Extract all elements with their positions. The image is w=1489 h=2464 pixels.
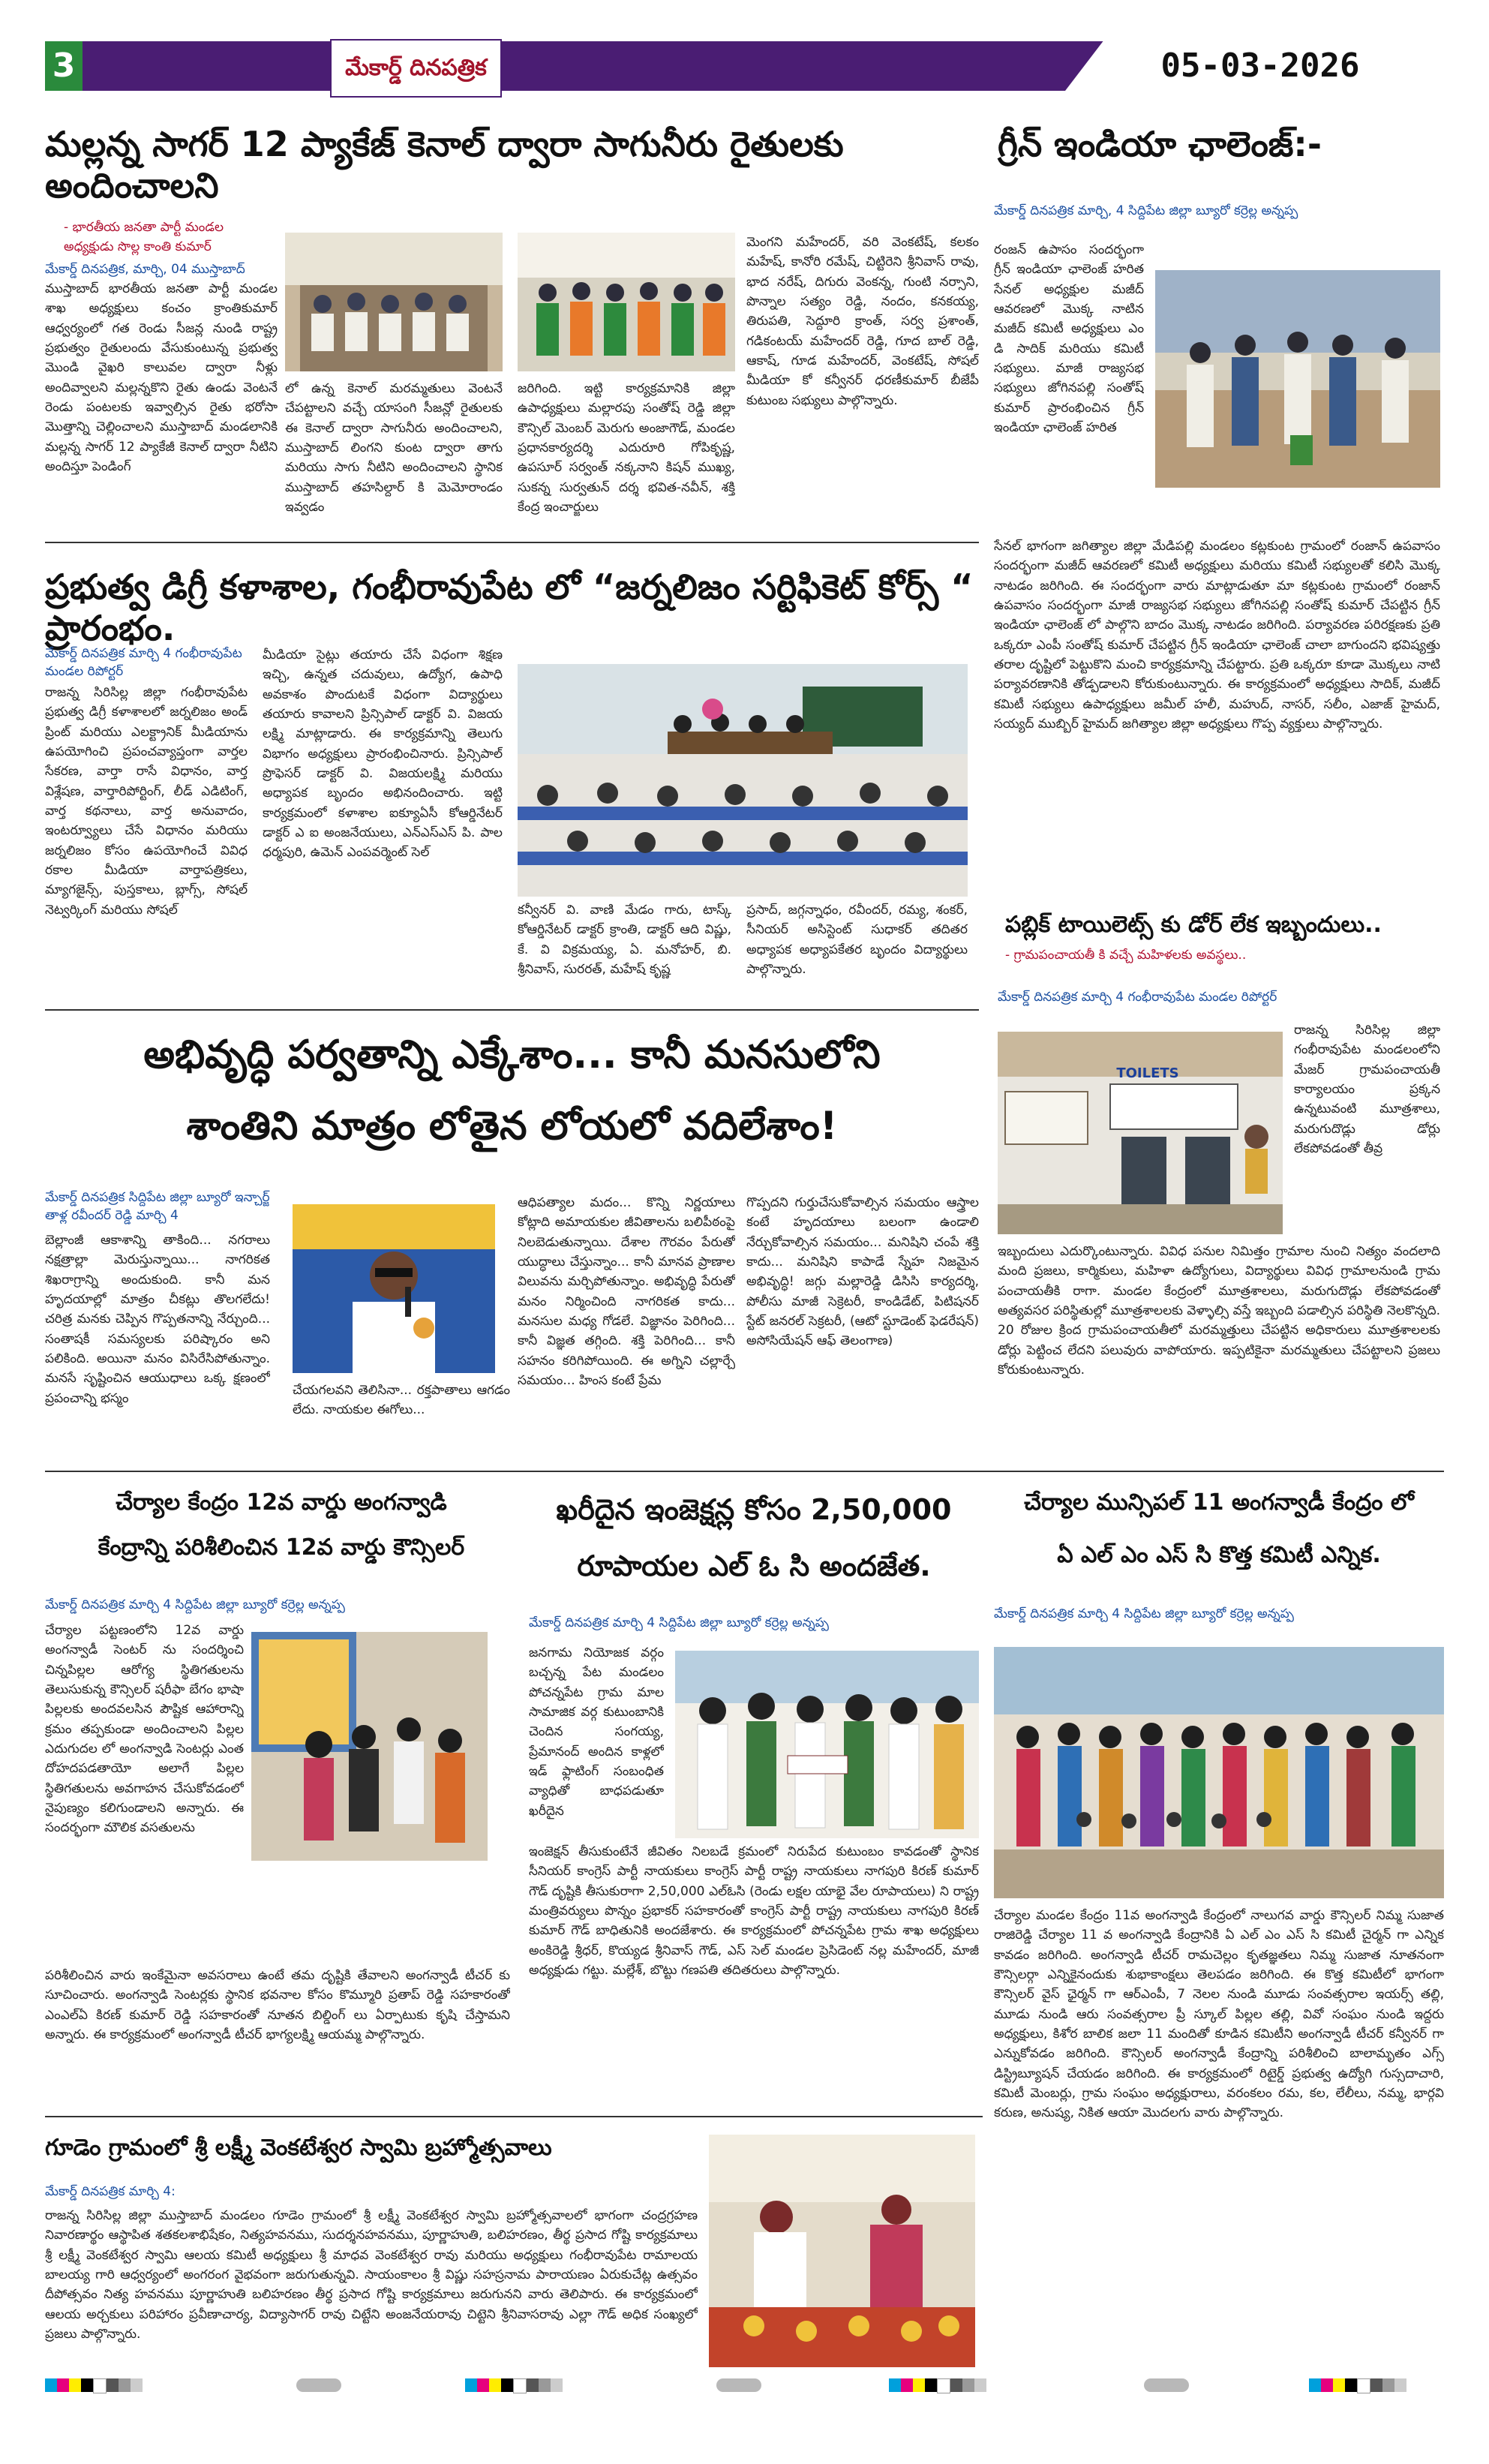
story4-dateline: మేకార్డ్ దినపత్రిక మార్చి 4 గంభీరావుపేట మండల రిపోర్టర్: [998, 990, 1277, 1005]
issue-date: 05-03-2026: [1160, 47, 1360, 85]
swatch: [925, 2378, 937, 2392]
story1-column-3: జరిగింది. ఇట్టి కార్యక్రమానికి జిల్లా ఉపాధ్యక్షులు మల్లారపు సంతోష్ రెడ్డి జిల్లా కౌన్సిల్ మెంబర్ మెరుగు అంజాగౌడ్, మండల ప్రధానకార్యదర్శి ఎదురూరి గోపికృష్ణ, ఉపసూర్ సర్వంత్ నక్కనాని కిషన్ ముఖ్య, సుకన్న సుర్వతున్ దర్శ భవిత-నవీన్, శక్తి కేంద్ర ఇంచార్జులు: [518, 381, 735, 515]
story5-column-1: బెల్లాంజీ ఆకాశాన్ని తాకింది... నగరాలు నక్షత్రాల్లా మెరుస్తున్నాయి... నాగరికత శిఖరాగ్రాన్ని అందుకుంది. కానీ మన హృదయాల్లో మాత్రం చీకట్లు తొలగలేదు! చరిత్ర మనకు చెప్పిన గొప్పతనాన్ని నేర్చుంది... సంతాషకీ సమస్యలకు పరిష్కారం అని పలికింది. అయినా మనం విసిరేసిపోతున్నాం. మనసే సృష్టించిన ఆయుధాలు ఒక్క క్షణంలో ప్రపంచాన్ని భస్మం: [45, 1233, 270, 1406]
story3-dateline: మేకార్డ్ దినపత్రిక మార్చి 4 గంభీరావుపేట మండల రిపోర్టర్: [45, 646, 242, 679]
swatch: [57, 2378, 69, 2392]
story4-headline: పబ్లిక్ టాయిలెట్స్ కు డోర్ లేక ఇబ్బందులు..: [1005, 912, 1382, 938]
story9-body: రాజన్న సిరిసిల్ల జిల్లా ముస్తాబాద్ మండలం గూడెం గ్రామంలో శ్రీ లక్ష్మీ వెంకటేశ్వర స్వామి బ్రహ్మోత్సవాలలో భాగంగా చంద్రగ్రహణ నివారణార్థం ఆస్థాపిత శతకలశాభిషేకం, నిత్యహవనము, సుదర్శనహవనము, పూర్ణాహుతి, బలిహరణం, తీర్థ ప్రసాద గోష్టి కార్యక్రమాలు శ్రీ లక్ష్మీ వెంకటేశ్వర స్వామి ఆలయ కమిటీ అధ్యక్షులు శ్రీ మాధవ వెంకటేశ్వర రావు మరియు అధ్యక్షులు గంభీరావుపేట రామాలయ బాలయ్య గారి ఆధ్వర్యంలో అంగరంగ వైభవంగా జరుగుతున్నవి. సాయంకాలం శ్రీ విష్ణు సహస్రనామ పారాయణం ఏరుకుచేట్ల ఉత్సవం దీపోత్సవం నిత్య హవనము పూర్ణాహుతి బలిహరణం తీర్థ ప్రసాద గోష్టి కార్యక్రమాలు జరుగునని వారు తెలిపారు. ఈ కార్యక్రమంలో ఆలయ అర్చకులు పరిహారం ప్రవీణాచార్య, విద్యాసాగర్ రావు చిట్టేని అంజనేయరావు చిట్టెని శ్రీనివాసరావు ఎల్లా గౌడ్ అధిక సంఖ్యలో ప్రజలు పాల్గొన్నారు.: [45, 2208, 698, 2342]
swatch: [477, 2378, 489, 2392]
masthead-logo: మేకార్డ్ దినపత్రిక: [330, 39, 502, 98]
swatch: [1321, 2378, 1333, 2392]
swatch: [913, 2378, 925, 2392]
story1-column-2: లో ఉన్న కెనాల్ మరమ్మతులు వెంటనే చేపట్టాలని వచ్చే యాసంగి సీజన్లో రైతులకు ఈ కెనాల్ ద్వారా సాగునీరు అందించాలని, ముస్తాబాద్ లింగని కుంట ద్వారా తాగు మరియు సాగు నీటిని అందించాలని స్థానిక ముస్తాబాద్ తహసిల్దార్ కి మెమోరాండం ఇవ్వడం: [285, 381, 503, 515]
swatch: [1345, 2378, 1357, 2392]
story6-headline-line-1: చేర్యాల కేంద్రం 12వ వార్డు అంగన్వాడి: [116, 1489, 447, 1516]
story2-column-1: రంజన్ ఉపాసం సందర్భంగా గ్రీన్ ఇండియా ఛాలెంజ్ హరిత సేనల్ అధ్యక్షుల మజీద్ ఆవరణలో మొక్క నాటిన మజీద్ కమిటీ అధ్యక్షులు ఎం డి సాదిక్ మరియు కమిటీ సభ్యులు. మాజీ రాజ్యసభ సభ్యులు జోగినపల్లి సంతోష్ కుమార్ ప్రారంభించిన గ్రీన్ ఇండియా ఛాలెంజ్ హరిత: [994, 242, 1144, 436]
story1-headline: మల్లన్న సాగర్ 12 ప్యాకేజ్ కెనాల్ ద్వారా సాగునీరు రైతులకు అందించాలని: [45, 124, 844, 206]
story1-photo-memorandum: [518, 233, 735, 371]
story1-dateline: మేకార్డ్ దినపత్రిక, మార్చి, 04 ముస్తాబాద్: [45, 262, 245, 277]
story2-body: సేనల్ భాగంగా జగిత్యాల జిల్లా మేడిపల్లి మండలం కట్లకుంట గ్రామంలో రంజాన్ ఉపవాసం సందర్భంగా మజీద్ ఆవరణలో కమిటీ అధ్యక్షులు మరియు కమిటీ సభ్యులతో కలిసి మొక్క నాటడం జరిగింది. ఈ సందర్భంగా వారు మాట్లాడుతూ మా కట్లకుంట గ్రామంలో రంజాన్ ఉపవాసం సందర్భంగా మాజీ రాజ్యసభ సభ్యులు జోగినపల్లి సంతోష్ కుమార్ చేపట్టిన గ్రీన్ ఇండియా ఛాలెంజ్ లో పాల్గొని బాదం మొక్క నాటడం జరిగింది. పర్యావరణ పరిరక్షణకు ప్రతి ఒక్కరూ ఎంపీ సంతోష్ కుమార్ చేపట్టిన గ్రీన్ ఇండియా ఛాలెంజ్ చాలా బాగుందని భవిష్యత్తు తరాల దృష్టిలో పెట్టుకొని మంచి కార్యక్రమాన్ని చేపట్టారు. ప్రతి ఒక్కరూ కూడా మొక్కలు నాటి పర్యావరణానికి తోడ్పడాలని కోరుకుంటున్నారు. ఈ కార్యక్రమంలో అధ్యక్షులు సాదిక్, మజీద్ కమిటీ సభ్యులు ఉపాధ్యక్షులు జమీల్ హలీ, మహుద్, నాసర్, సలీం, ఎజాజ్ హైమద్, సయ్యద్ ముబ్బిర్ హైమద్ జగిత్యాల జిల్లా అధ్యక్షులు గొప్ప వ్యక్తులు పాల్గొన్నారు.: [994, 539, 1440, 732]
swatch: [1333, 2378, 1345, 2392]
swatch: [81, 2378, 93, 2392]
story7-headline-line-1: ఖరీదైన ఇంజెక్షన్ల కోసం 2,50,000: [556, 1493, 952, 1526]
story3-photo-classroom: [518, 664, 968, 897]
story3-headline: ప్రభుత్వ డిగ్రీ కళాశాల, గంభీరావుపేట లో “జర్నలిజం సర్టిఫికెట్ కోర్స్ “ ప్రారంభం.: [45, 566, 974, 649]
swatch: [1309, 2378, 1321, 2392]
story3-column-4: ప్రసాద్, జగ్గన్నాధం, రవీందర్, రమ్య, శంకర్, సీనియర్ అసిస్టెంట్ సుధాకర్ తదితర అధ్యాపక అధ్యాపకేతర బృందం విద్యార్థులు పాల్గొన్నారు.: [746, 903, 968, 978]
story7-body: ఇంజెక్షన్ తీసుకుంటేనే జీవితం నిలబడే క్రమంలో నిరుపేద కుటుంబం కావడంతో స్థానిక సీనియర్ కాంగ్రెస్ పార్టీ నాయకులు కాంగ్రెస్ పార్టీ రాష్ట్ర నాయకులు నాగపురి కిరణ్ కుమార్ గౌడ్ దృష్టికి తీసుకురాగా 2,50,000 ఎల్ఓసి (రెండు లక్షల యాభై వేల రూపాయలు) ని రాష్ట్ర మంత్రివర్యులు పొన్నం ప్రభాకర్ సహకారంతో కాంగ్రెస్ పార్టీ రాష్ట్ర నాయకులు నాగపురి కిరణ్ కుమార్ గౌడ్ బాధితునికి అందజేశారు. ఈ కార్యక్రమంలో పోచన్నపేట గ్రామ శాఖ అధ్యక్షులు అంకిరెడ్డి శ్రీధర్, కొయ్యడ శ్రీనివాస్ గౌడ్, ఎస్ సెల్ మండల ప్రెసిడెంట్ నల్ల మహేందర్, మాజీ అధ్యక్షుడు గట్టు. మల్లేశ్, బొట్టు గణపతి తదితరులు పాల్గొన్నారు.: [529, 1844, 979, 1979]
story6-headline-line-2: కేంద్రాన్ని పరిశీలించిన 12వ వార్డు కౌన్సిలర్: [98, 1534, 465, 1561]
story5-column-2: చేయగలవని తెలిసినా... రక్తపాతాలు ఆగడం లేదు. నాయకుల ఈగోలు...: [293, 1383, 510, 1418]
story5-column-3: ఆధిపత్యాల మదం... కొన్ని నిర్ణయాలు కోట్లాది అమాయకుల జీవితాలను బలిపీఠంపై నిలబెడుతున్నాయి. దేశాల గౌరవం పేరుతో యుద్ధాలు చేస్తున్నాం... కానీ మానవ ప్రాణాల విలువను మర్చిపోతున్నాం. అభివృద్ధి పేరుతో మనం నిర్మించింది నాగరికత కాదు... మనసుల మధ్య గోడలే. విజ్ఞానం పెరిగింది... కానీ విజ్ఞత తగ్గింది. శక్తి పెరిగింది... కానీ సహనం కరిగిపోయింది. ఈ అగ్నిని చల్లార్చే సమయం... హింస కంటే ప్రేమ: [518, 1195, 735, 1389]
story9-photo-temple: [709, 2135, 975, 2367]
story1-column-1: ముస్తాబాద్ భారతీయ జనతా పార్టీ మండల శాఖ అధ్యక్షులు కంచం క్రాంతికుమార్ ఆధ్వర్యంలో గత రెండు సీజన్ల నుండి రాష్ట్ర ప్రభుత్వం రైతులందు వేసుకుంటున్న ప్రభుత్వ మొండి వైఖరి కాలువల ద్వారా నీళ్లు అందివ్వాలని మల్లన్నకొని రైతు ఉండు వెంటనే రెండు పంటలకు ఇవ్వాల్సిన రైతు భరోసా మొత్తాన్ని చెల్లించాలని ముస్తాబాద్ మండలానికి మల్లన్న సాగర్ 12 ప్యాకేజీ కెనాల్ ద్వారా నీటిని అందిస్తూ పెండింగ్: [45, 281, 278, 475]
swatch: [551, 2378, 563, 2392]
story8-headline-line-2: ఏ ఎల్ ఎం ఎస్ సి కొత్త కమిటీ ఎన్నిక.: [1057, 1542, 1381, 1568]
story5-headline-line-1: అభివృద్ధి పర్వతాన్ని ఎక్కేశాం... కానీ మనసులోని: [143, 1032, 881, 1077]
story7-headline-line-2: రూపాయల ఎల్ ఓ సి అందజేత.: [577, 1549, 931, 1582]
story6-column-1: చేర్యాల పట్టణంలోని 12వ వార్డు అంగన్వాడీ సెంటర్ ను సందర్శించి చిన్నపిల్లల ఆరోగ్య స్థితిగతులను తెలుసుకున్న కౌన్సిలర్ షరీఫా బేగం భాషా పిల్లలకు అందవలసిన పౌష్టిక ఆహారాన్ని క్రమం తప్పకుండా అందించాలని పిల్లల ఎదుగుదల లో అంగన్వాడి సెంటర్లు ఎంత దోహదపడతాయో అలాగే పిల్లల స్థితిగతులను అవగాహన చేసుకోవడంలో నైపుణ్యం కలిగుండాలని అన్నారు. ఈ సందర్భంగా మౌలిక వసతులను: [45, 1623, 244, 1836]
swatch: [962, 2378, 974, 2392]
swatch: [950, 2378, 962, 2392]
swatch: [501, 2378, 513, 2392]
story2-photo-planting: [1155, 270, 1440, 488]
story4-byline: - గ్రామపంచాయతీ కి వచ్చే మహిళలకు అవస్థలు..: [1005, 948, 1247, 963]
story7-photo-cheque: [675, 1651, 979, 1838]
story8-body: చేర్యాల మండల కేంద్రం 11వ అంగన్వాడి కేంద్రంలో నాలుగవ వార్డు కౌన్సిలర్ నిమ్మ సుజాత రాజిరెడ్డి చేర్యాల 11 వ అంగన్వాడి కేంద్రానికి ఏ ఎల్ ఎం ఎస్ సి కమిటీ చైర్మన్ గా ఎన్నిక కావడం జరిగింది. అంగన్వాడి టీచర్ రామచెల్లం కృతజ్ఞతలు నిమ్మ సుజాత నూతనంగా కౌన్సిలర్గా ఎన్నికైనందుకు శుభాకాంక్షలు తెలపడం జరిగింది. ఈ కొత్త కమిటీలో భాగంగా కౌన్సిలర్ వైస్ ఛైర్మన్ గా ఆర్ఎంపీ, 7 నెలల నుండి మూడు సంవత్సరాల ఇయర్స్ తల్లి, మూడు నుండి ఆరు సంవత్సరాల ప్రీ స్కూల్ పిల్లల తల్లి, వివో సంఘం నుండి ఇద్దరు అధ్యక్షులు, కిశోర బాలిక జలా 11 మందితో కూడిన కమిటీని అంగన్వాడీ టీచర్ కన్వీనర్ గా ఎన్నుకోవడం జరిగింది. కౌన్సిలర్ అంగన్వాడీ కేంద్రాన్ని పరిశీలించి బాలామృతం ఎగ్స్ డిస్ట్రిబ్యూషన్ చేయడం జరిగింది. ఈ కార్యక్రమంలో రిటైర్డ్ ప్రభుత్వ ఉద్యోగి గుస్సదాచారి, కమిటీ మెంబర్లు, గ్రామ సంఘం అధ్యక్షురాలు, వరంకలం రమ, కల, లేలీలు, నమ్మ, భార్గవి కరుణ, అనుష్య, నికిత ఆయా మొదలగు వారు పాల్గొన్నారు.: [994, 1908, 1444, 2121]
story7-column-1: జనగామ నియోజక వర్గం బచ్చన్న పేట మండలం పోచన్నపేట గ్రామ మాల సామాజిక వర్గ కుటుంబానికి చెందిన సంగయ్య, ప్రేమానంద్ అందిన కాళ్లలో ఇడ్ ఫ్లాటింగ్ సంబంధిత వ్యాధితో బాధపడుతూ ఖరీదైన: [529, 1645, 664, 1819]
story6-photo-anganwadi: [251, 1632, 488, 1861]
story1-byline-1: - భారతీయ జనతా పార్టీ మండల: [64, 220, 224, 235]
swatch: [1394, 2378, 1406, 2392]
story5-photo-speaker: [293, 1204, 495, 1373]
divider: [45, 542, 979, 543]
story9-dateline: మేకార్డ్ దినపత్రిక మార్చి 4:: [45, 2184, 176, 2199]
swatch: [465, 2378, 477, 2392]
swatch: [1382, 2378, 1394, 2392]
story6-dateline: మేకార్డ్ దినపత్రిక మార్చి 4 సిద్దిపేట జిల్లా బ్యూరో కర్రెల్ల అన్నప్ప: [45, 1597, 345, 1612]
story7-dateline: మేకార్డ్ దినపత్రిక మార్చి 4 సిద్దిపేట జిల్లా బ్యూరో కర్రెల్ల అన్నప్ప: [529, 1615, 829, 1630]
color-registration-bar: [465, 2378, 563, 2393]
swatch: [1370, 2378, 1382, 2392]
swatch: [527, 2378, 539, 2392]
swatch: [901, 2378, 913, 2392]
color-registration-bar: [1309, 2378, 1406, 2393]
registration-mark: [1144, 2378, 1189, 2392]
story5-column-4: గొప్పదని గుర్తుచేసుకోవాల్సిన సమయం ఆస్త్రాల కంటే హృదయాలు బలంగా ఉండాలి నేర్చుకోవాల్సిన సమయం... మనిషిని చంపే శక్తి కాదు... మనిషిని కాపాడే స్నేహ నిజమైన అభివృద్ధి! జగ్గు మల్లారెడ్డి డిసిసి కార్యదర్శి, పోలీసు మాజీ సెక్రెటరీ, కాండిడేట్, పిటిషనర్ స్టేట్ జనరల్ సెక్రటరీ, (ఆటో స్టూడెంట్ ఫెడరేషన్) అసోసియేషన్ ఆఫ్ తెలంగాణ): [746, 1195, 979, 1349]
page-number: 3: [45, 41, 83, 91]
divider: [45, 1009, 979, 1011]
story5-dateline: మేకార్డ్ దినపత్రిక సిద్దిపేట జిల్లా బ్యూరో ఇన్చార్జ్ తాళ్ల రవీందర్ రెడ్డి మార్చి 4: [45, 1190, 270, 1223]
swatch: [539, 2378, 551, 2392]
registration-mark: [296, 2378, 341, 2392]
toilets-sign: TOILETS: [1116, 1065, 1179, 1081]
swatch: [69, 2378, 81, 2392]
swatch: [45, 2378, 57, 2392]
divider: [45, 2116, 983, 2117]
story8-headline-line-1: చేర్యాల మున్సిపల్ 11 అంగన్వాడీ కేంద్రం లో: [1024, 1489, 1414, 1516]
story4-photo-toilets: [998, 1032, 1283, 1234]
registration-mark: [716, 2378, 761, 2392]
swatch: [93, 2378, 107, 2393]
story2-dateline: మేకార్డ్ దినపత్రిక మార్చి, 4 సిద్దిపేట జిల్లా బ్యూరో కర్రెల్ల అన్నప్ప: [994, 203, 1298, 218]
story3-column-3: కన్వీనర్ వి. వాణి మేడం గారు, టాస్క్ కోఆర్డినేటర్ డాక్టర్ క్రాంతి, డాక్టర్ ఆది విష్ణు, కే. వి విక్రమయ్య, ఏ. మనోహర్, బి. శ్రీనివాస్, సురరత్, మహేష్ కృష్ణ: [518, 903, 731, 978]
swatch: [1357, 2378, 1370, 2393]
swatch: [974, 2378, 986, 2392]
swatch: [937, 2378, 950, 2393]
story4-body: ఇబ్బందులు ఎదుర్కొంటున్నారు. వివిధ పనుల నిమిత్తం గ్రామాల నుంచి నిత్యం వందలాది మంది ప్రజలు, కార్మికులు, మహిళా ఉద్యోగులు, విద్యార్థులు వివిధ గ్రామాలనుండి గ్రామ పంచాయతీకి రాగా. మండల కేంద్రంలో మూత్రశాలలు, మరుగుదొడ్లు లేకపోవడంతో అత్యవసర పరిస్థితుల్లో మూత్రశాలలకు వెళ్ళాల్సి వస్తే ఇబ్బంది పడాల్సిన పరిస్థితి నెలకొన్నది. 20 రోజుల క్రింద గ్రామపంచాయతీలో మరమ్మత్తులు చేపట్టిన అధికారులు మూత్రశాలలకు డోర్లు పెట్టించ లేదని పలువురు వాపోయారు. ఇప్పటికైనా మరమ్మతులు చేపట్టాలని ప్రజలు కోరుకుంటున్నారు.: [998, 1244, 1440, 1378]
story1-photo-farmers: [285, 233, 503, 371]
story1-byline-2: అధ్యక్షుడు సొల్ల కాంతి కుమార్: [64, 239, 212, 254]
story8-dateline: మేకార్డ్ దినపత్రిక మార్చి 4 సిద్దిపేట జిల్లా బ్యూరో కర్రెల్ల అన్నప్ప: [994, 1606, 1294, 1621]
swatch: [513, 2378, 527, 2393]
divider: [45, 1471, 1444, 1472]
story6-body: పరిశీలించిన వారు ఇంకేమైనా అవసరాలు ఉంటే తమ దృష్టికి తేవాలని అంగన్వాడీ టీచర్ కు సూచించారు. అంగన్వాడి సెంటర్లకు స్థానిక భవనాల కోసం కొమ్మూరి ప్రతాప్ రెడ్డి సహకారంతో ఎంఎల్ఏ కిరణ్ కుమార్ రెడ్డి సహకారంతో నూతన బిల్డింగ్ లు ఏర్పాటుకు కృషి చేస్తామని అన్నారు. ఈ కార్యక్రమంలో అంగన్వాడీ టీచర్ భాగ్యలక్ష్మి ఆయమ్మ పాల్గొన్నారు.: [45, 1968, 510, 2043]
swatch: [889, 2378, 901, 2392]
story9-headline: గూడెం గ్రామంలో శ్రీ లక్ష్మీ వెంకటేశ్వర స్వామి బ్రహ్మోత్సవాలు: [45, 2135, 552, 2161]
story5-headline-line-2: శాంతిని మాత్రం లోతైన లోయలో వదిలేశాం!: [186, 1104, 838, 1149]
story4-column-1: రాజన్న సిరిసిల్ల జిల్లా గంభీరావుపేట మండలంలోని మేజర్ గ్రామపంచాయతీ కార్యాలయం ప్రక్కన ఉన్నటువంటి మూత్రశాలు, మరుగుదొడ్లు డోర్లు లేకపోవడంతో తీవ్ర: [1294, 1023, 1440, 1157]
color-registration-bar: [45, 2378, 143, 2393]
swatch: [131, 2378, 143, 2392]
story3-column-2: మీడియా సైట్లు తయారు చేసే విధంగా శిక్షణ ఇచ్చి, ఉన్నత చదువులు, ఉద్యోగ, ఉపాధి అవకాశం పొందుటకే విధంగా విద్యార్థులు తయారు కావాలని ప్రిన్సిపాల్ డాక్టర్ వి. విజయ లక్ష్మి మాట్లాడారు. ఈ కార్యక్రమాన్ని తెలుగు విభాగం అధ్యక్షులు ప్రారంభించినారు. ప్రిన్సిపాల్ ప్రొఫెసర్ డాక్టర్ వి. విజయలక్ష్మి మరియు అధ్యాపక బృందం అభినందించారు. ఇట్టి కార్యక్రమంలో కళాశాల ఐక్యూఏసీ కోఆర్డినేటర్ డాక్టర్ ఎ ఐ అంజనేయులు, ఎన్ఎస్ఎస్ పి. పాల ధర్మపురి, ఉమెన్ ఎంపవర్మెంట్ సెల్: [263, 648, 503, 861]
swatch: [489, 2378, 501, 2392]
story8-photo-committee: [994, 1647, 1444, 1898]
swatch: [107, 2378, 119, 2392]
color-registration-bar: [889, 2378, 986, 2393]
story2-headline: గ్రీన్ ఇండియా ఛాలెంజ్:-: [998, 124, 1322, 164]
story3-column-1: రాజన్న సిరిసిల్ల జిల్లా గంభీరావుపేట ప్రభుత్వ డిగ్రీ కళాశాలలో జర్నలిజం అండ్ ప్రింట్ మరియు ఎలక్ట్రానిక్ మీడియాను ఉపయోగించి ప్రపంచవ్యాప్తంగా వార్తల సేకరణ, వార్తా రాసే విధానం, వార్త విశ్లేషణ, వార్తారిపోర్టింగ్, లీడ్ ఎడిటింగ్, వార్త కథనాలు, వార్త అనువాదం, ఇంటర్వ్యూలు చేసే విధానం మరియు జర్నలిజం కోసం ఉపయోగించే వివిధ రకాల మీడియా వార్తాపత్రికలు, మ్యాగజైన్స్, పుస్తకాలు, బ్లాగ్స్, సోషల్ నెట్వర్కింగ్ మరియు సోషల్: [45, 685, 248, 918]
story1-column-4: మెంగని మహేందర్, వరి వెంకటేష్, కలకం మహేష్, కానోరి రమేష్, చిట్టిరెని శ్రీనివాస్ రావు, భాద నరేష్, దిగురు వెంకన్న, గుంటి నర్సాని, పొన్నాల సత్యం రెడ్డి, నందం, కనకయ్య, తిరుపతి, సెద్దూరి క్రాంత్, సర్వ ప్రశాంత్, గడికంటయ్ మహేందర్ రెడ్డి, గూద బాల్ రెడ్డి, ఆకాష్, గూడ మహేందర్, వెంకటేష్, సోషల్ మీడియా కో కన్వీనర్ ధరణీకుమార్ బీజేపీ కుటుంబ సభ్యులు పాల్గొన్నారు.: [746, 235, 979, 408]
swatch: [119, 2378, 131, 2392]
